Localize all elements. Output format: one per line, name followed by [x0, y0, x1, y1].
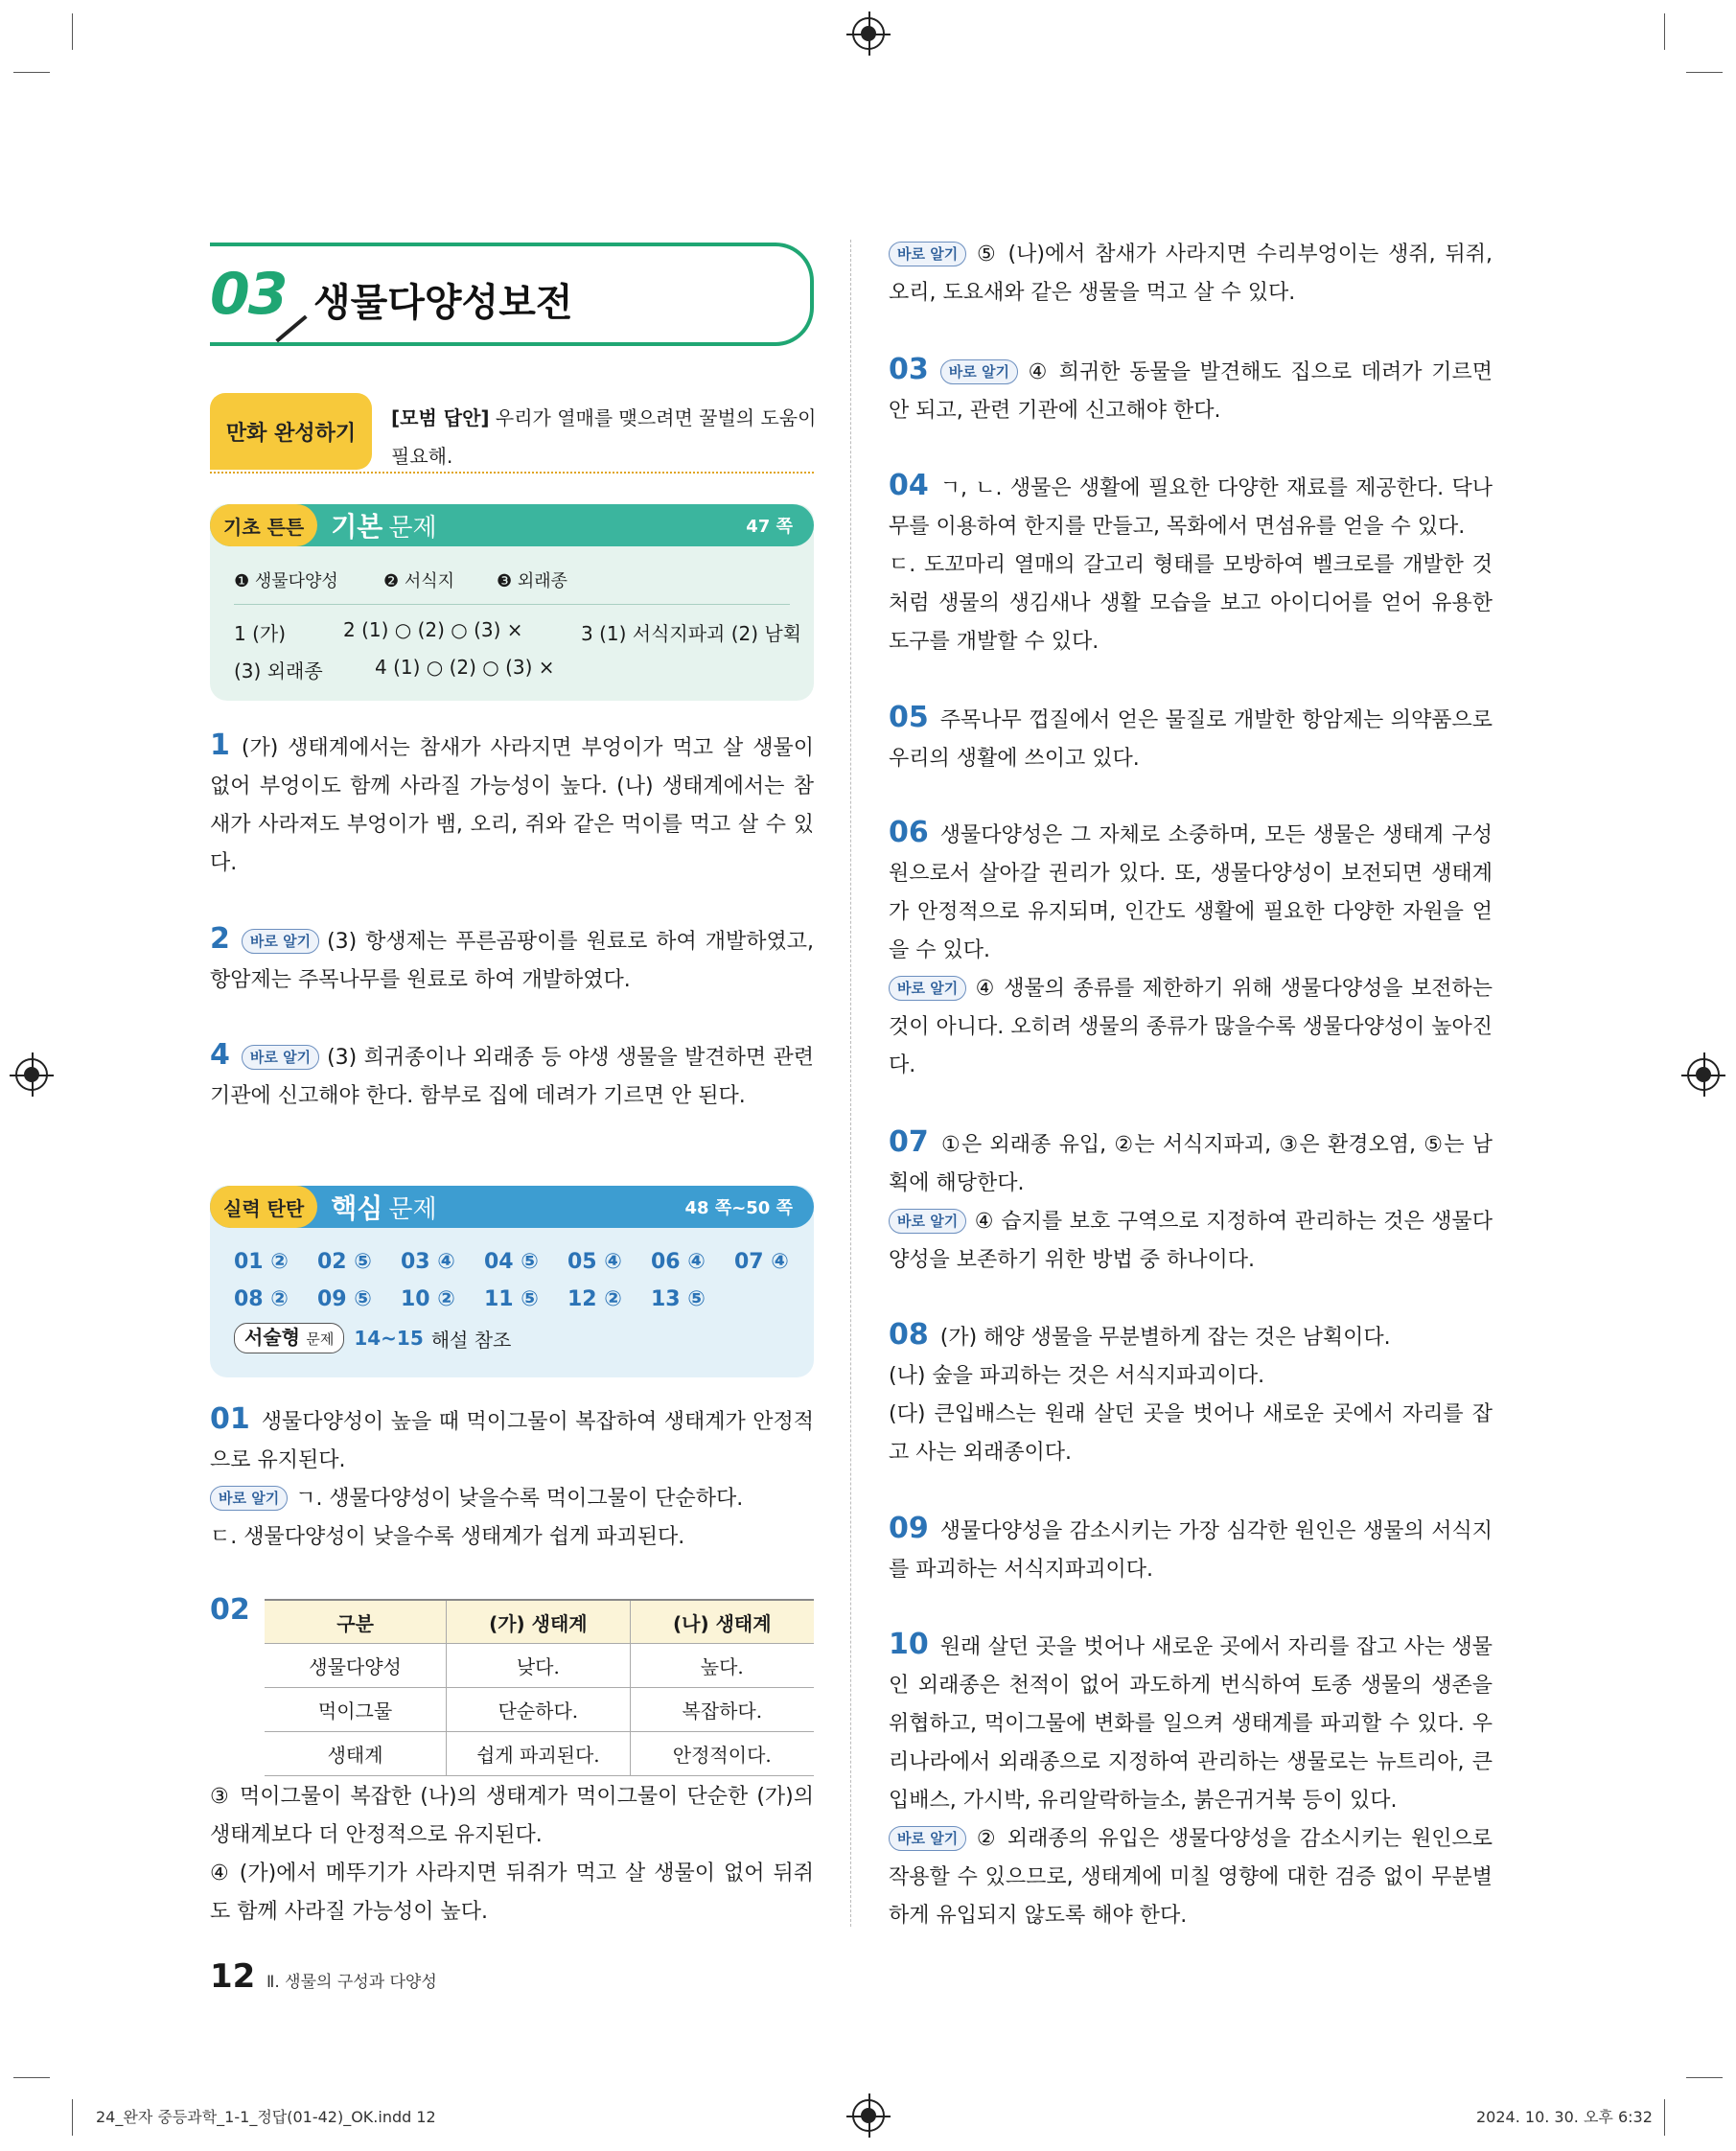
explanation-4: 4 바로 알기 (3) 희귀종이나 외래종 등 야생 생물을 발견하면 관련 기관에 신고해야 한다. 함부로 집에 데려가 기르면 안 된다.	[210, 1038, 814, 1108]
core-answer: 08 ②	[234, 1287, 289, 1311]
explanation-05: 05 주목나무 껍질에서 얻은 물질로 개발한 항암제는 의약품으로 우리의 생활에 쓰이고 있다.	[889, 701, 1493, 771]
answer: 2 (1) ○ (2) ○ (3) ×	[343, 618, 523, 641]
explanation-07: 07 ①은 외래종 유입, ②는 서식지파괴, ③은 환경오염, ⑤는 남획에 해당한다. 바로 알기 ④ 습지를 보호 구역으로 지정하여 관리하는 것은 생물다양성을 보존하기 위한 방법 중 하나이다.	[889, 1125, 1493, 1272]
explanation-02-note5: 바로 알기 ⑤ (나)에서 참새가 사라지면 수리부엉이는 생쥐, 뒤쥐, 오리, 도요새와 같은 생물을 먹고 살 수 있다.	[889, 243, 1493, 305]
file-info: 24_완자 중등과학_1-1_정답(01-42)_OK.indd 12	[96, 2108, 436, 2126]
crop-mark	[13, 72, 50, 73]
core-answer: 01 ②	[234, 1250, 289, 1274]
dotted-divider	[210, 472, 814, 474]
divider	[234, 604, 790, 605]
page-number: 12	[210, 1957, 256, 1996]
basic-page: 47 쪽	[746, 517, 793, 537]
core-answer: 10 ②	[401, 1287, 455, 1311]
explanation-10: 10 원래 살던 곳을 벗어나 새로운 곳에서 자리를 잡고 사는 생물인 외래종은 천적이 없어 과도하게 번식하여 토종 생물의 생존을 위협하고, 먹이그물에 변화를 일으켜 생태계를 파괴할 수 있다. 우리나라에서 외래종으로 지정하여 관리하는 생물로는 뉴트리아, 큰입배스, 가시박, 유리알락하늘소, 붉은귀거북 등이 있다. 바로 알기 ② 외래종의 유입은 생물다양성을 감소시키는 원인으로 작용할 수 있으므로, 생태계에 미칠 영향에 대한 검증 없이 무분별하게 유입되지 않도록 해야 한다.	[889, 1628, 1493, 1928]
basic-title: 문제	[388, 513, 437, 543]
core-answer: 12 ②	[567, 1287, 622, 1311]
basic-tag: 기초 튼튼	[210, 504, 317, 546]
table-header: (가) 생태계	[447, 1600, 630, 1644]
crop-mark	[1664, 13, 1665, 50]
core-header	[210, 1186, 814, 1228]
registration-mark-icon	[852, 17, 885, 50]
core-page: 48 쪽~50 쪽	[684, 1198, 793, 1218]
essay-tag: 서술형 문제	[234, 1323, 344, 1353]
answer: 3 (1) 서식지파괴 (2) 남획	[581, 622, 802, 645]
explanation-01: 01 생물다양성이 높을 때 먹이그물이 복잡하여 생태계가 안정적으로 유지된다. 바로 알기 ㄱ. 생물다양성이 낮을수록 먹이그물이 단순하다. ㄷ. 생물다양성이 낮을수록 생태계가 쉽게 파괴된다.	[210, 1402, 814, 1549]
core-answer: 04 ⑤	[484, 1250, 539, 1274]
core-answers-row	[234, 1287, 734, 1311]
core-answer: 09 ⑤	[317, 1287, 372, 1311]
core-answer: 03 ④	[401, 1250, 455, 1274]
core-answer: 11 ⑤	[484, 1287, 539, 1311]
essay-reference: 서술형 문제 14~15 해설 참조	[234, 1323, 511, 1353]
explanation-06: 06 생물다양성은 그 자체로 소중하며, 모든 생물은 생태계 구성원으로서 살아갈 권리가 있다. 또, 생물다양성이 보전되면 생태계가 안정적으로 유지되며, 인간도 생활에 필요한 다양한 자원을 얻을 수 있다. 바로 알기 ④ 생물의 종류를 제한하기 위해 생물다양성을 보전하는 것이 아니다. 오히려 생물의 종류가 많을수록 생물다양성이 높아진다.	[889, 816, 1493, 1077]
crop-mark	[13, 2077, 50, 2078]
crop-mark	[1664, 2099, 1665, 2136]
crop-mark	[1686, 72, 1723, 73]
table-row: 먹이그물 단순하다. 복잡하다.	[265, 1688, 814, 1732]
table-row: 생태계 쉽게 파괴된다. 안정적이다.	[265, 1732, 814, 1776]
explanation-09: 09 생물다양성을 감소시키는 가장 심각한 원인은 생물의 서식지를 파괴하는 서식지파괴이다.	[889, 1512, 1493, 1582]
core-title: 문제	[388, 1194, 437, 1224]
core-answers-row	[234, 1250, 818, 1274]
explanation-2: 2 바로 알기 (3) 항생제는 푸른곰팡이를 원료로 하여 개발하였고, 항암제는 주목나무를 원료로 하여 개발하였다.	[210, 922, 814, 992]
core-tag: 실력 탄탄	[210, 1186, 317, 1228]
core-answer: 06 ④	[651, 1250, 706, 1274]
core-answer: 05 ④	[567, 1250, 622, 1274]
ecosystem-comparison-table	[265, 1599, 814, 1776]
table-header: (나) 생태계	[630, 1600, 814, 1644]
keyword: ❸ 외래종	[497, 571, 568, 591]
registration-mark-icon	[1687, 1058, 1720, 1091]
table-row: 생물다양성 낮다. 높다.	[265, 1644, 814, 1688]
explanation-03: 03 바로 알기 ④ 희귀한 동물을 발견해도 집으로 데려가 기르면 안 되고, 관련 기관에 신고해야 한다.	[889, 353, 1493, 423]
keyword: ❶ 생물다양성	[234, 571, 338, 591]
basic-header	[210, 504, 814, 546]
crop-mark	[72, 13, 73, 50]
manhwa-tag: 만화 완성하기	[210, 393, 372, 470]
print-date: 2024. 10. 30. 오후 6:32	[1476, 2108, 1653, 2126]
answer: (3) 외래종	[234, 659, 323, 682]
section-number: 03	[210, 261, 287, 328]
keyword: ❷ 서식지	[383, 571, 455, 591]
explanation-04: 04 ㄱ, ㄴ. 생물은 생활에 필요한 다양한 재료를 제공한다. 닥나무를 이용하여 한지를 만들고, 목화에서 면섬유를 얻을 수 있다. ㄷ. 도꼬마리 열매의 갈고리 형태를 모방하여 벨크로를 개발한 것처럼 생물의 생김새나 생활 모습을 보고 아이디어를 얻어 유용한 도구를 개발할 수 있다.	[889, 469, 1493, 654]
core-title-bold: 핵심	[331, 1192, 383, 1224]
answer: 1 (가)	[234, 622, 287, 645]
registration-mark-icon	[852, 2099, 885, 2132]
section-title: 생물다양성보전	[313, 281, 573, 325]
crop-mark	[72, 2099, 73, 2136]
manhwa-answer: [모범 답안] 우리가 열매를 맺으려면 꿀벌의 도움이 필요해.	[391, 406, 817, 468]
explanation-02-number: 02	[210, 1593, 250, 1627]
chapter-label: Ⅱ. 생물의 구성과 다양성	[266, 1973, 437, 1992]
core-answer: 13 ⑤	[651, 1287, 706, 1311]
explanation-02-notes: ③ 먹이그물이 복잡한 (나)의 생태계가 먹이그물이 단순한 (가)의 생태계보다 더 안정적으로 유지된다. ④ (가)에서 메뚜기가 사라지면 뒤쥐가 먹고 살 생물이 없어 뒤쥐도 함께 사라질 가능성이 높다.	[210, 1785, 814, 1924]
basic-title-bold: 기본	[331, 511, 383, 543]
core-answer: 07 ④	[734, 1250, 789, 1274]
column-divider	[850, 240, 851, 1927]
core-answer: 02 ⑤	[317, 1250, 372, 1274]
crop-mark	[1686, 2077, 1723, 2078]
explanation-08: 08 (가) 해양 생물을 무분별하게 잡는 것은 남획이다. (나) 숲을 파괴하는 것은 서식지파괴이다. (다) 큰입배스는 원래 살던 곳을 벗어나 새로운 곳에서 자리를 잡고 사는 외래종이다.	[889, 1318, 1493, 1465]
explanation-1: 1 (가) 생태계에서는 참새가 사라지면 부엉이가 먹고 살 생물이 없어 부엉이도 함께 사라질 가능성이 높다. (나) 생태계에서는 참새가 사라져도 부엉이가 뱀, 오리, 쥐와 같은 먹이를 먹고 살 수 있다.	[210, 729, 814, 875]
answer: 4 (1) ○ (2) ○ (3) ×	[375, 656, 555, 679]
table-header: 구분	[265, 1600, 447, 1644]
registration-mark-icon	[15, 1058, 48, 1091]
